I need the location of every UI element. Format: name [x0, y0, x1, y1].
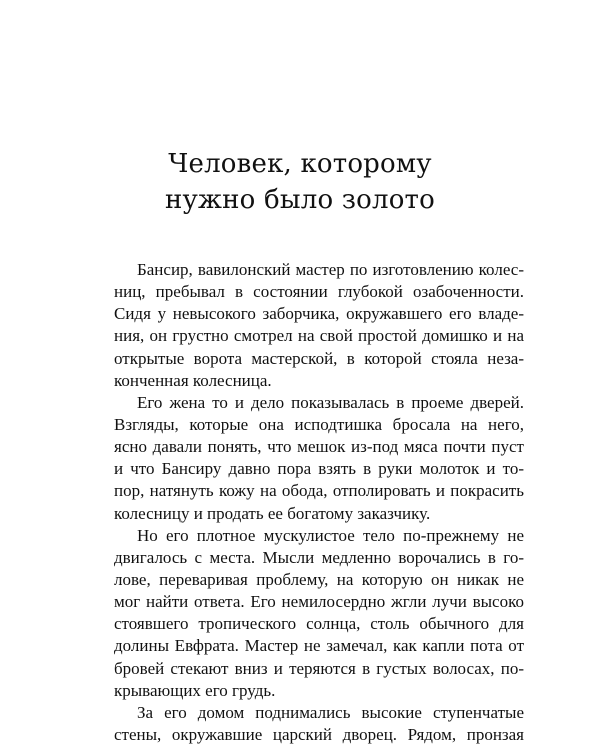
text-line: двигалось с места. Мысли медленно ворочались в го- — [114, 547, 524, 567]
text-line: За его домом поднимались высокие ступенчатые — [137, 702, 524, 722]
chapter-title-line-1: Человек, которому — [168, 149, 432, 179]
text-line: конченная колесница. — [114, 370, 272, 390]
text-line: открытые ворота мастерской, в которой стояла неза- — [114, 348, 524, 368]
text-line: Сидя у невысокого заборчика, окружавшего его владе- — [114, 304, 524, 324]
text-line: долины Евфрата. Мастер не замечал, как капли пота от — [114, 636, 524, 656]
text-line: и что Бансиру давно пора взять в руки молоток и то- — [114, 459, 524, 479]
paragraph-3 — [114, 525, 524, 702]
paragraph-1 — [114, 259, 524, 392]
text-line: Бансир, вавилонский мастер по изготовлению колес- — [137, 260, 524, 279]
chapter-title — [60, 146, 540, 218]
text-line: Но его плотное мускулистое тело по-прежнему не — [137, 525, 524, 545]
text-line: крывающих его грудь. — [114, 680, 276, 700]
text-line: ния, он грустно смотрел на свой простой домишко и на — [114, 326, 524, 346]
text-line: мог найти ответа. Его немилосердно жгли лучи высоко — [114, 592, 524, 612]
text-line: пор, натянуть кожу на обода, отполировать и покрасить — [114, 481, 524, 501]
chapter-title-line-2: нужно было золото — [164, 185, 435, 215]
text-line: ясно давали понять, что мешок из-под мяса почти пуст — [114, 437, 524, 457]
text-line: лове, переваривая проблему, на которую он никак не — [114, 569, 524, 589]
paragraph-4 — [114, 702, 524, 746]
text-line: стоявшего тропического солнца, столь обычного для — [114, 614, 524, 634]
text-line: стены, окружавшие царский дворец. Рядом, пронзая — [114, 724, 524, 744]
text-line: бровей стекают вниз и теряются в густых волосах, по- — [114, 658, 524, 678]
text-line: колесницу и продать ее богатому заказчику. — [114, 503, 431, 523]
text-line: Взгляды, которые она исподтишка бросала на него, — [114, 414, 524, 434]
text-line: ниц, пребывал в состоянии глубокой озабоченности. — [114, 282, 524, 302]
text-line: Его жена то и дело показывалась в проеме дверей. — [137, 392, 524, 412]
paragraph-2 — [114, 392, 524, 525]
chapter-body — [114, 259, 524, 746]
